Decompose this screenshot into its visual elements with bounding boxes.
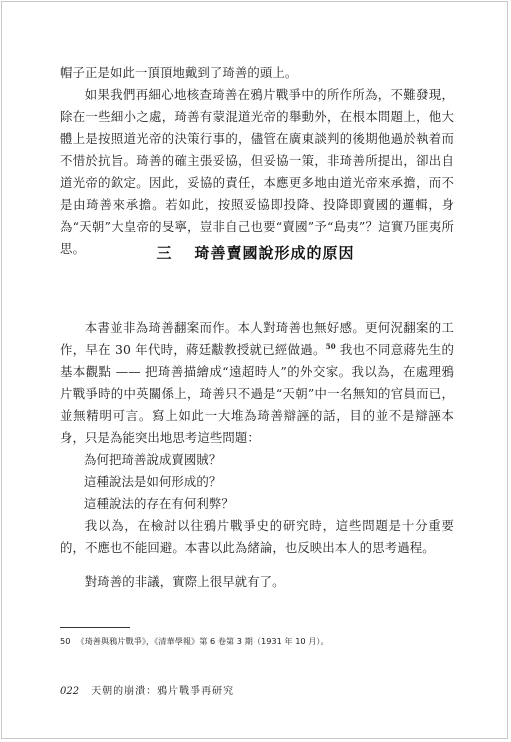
paragraph-not-revision [60, 317, 454, 449]
footnote-reference[interactable]: 50 [325, 341, 336, 351]
question-item: 這種說法是如何形成的？ [84, 474, 222, 489]
footnote-number: 50 [60, 636, 71, 646]
footnote-text: 《琦善與鴉片戰爭》，《清華學報》第 6 卷第 3 期（1931 年 10 月）。 [76, 636, 329, 646]
paragraph-text-part2: 我也不同意蔣先生的基本觀點 —— 把琦善描繪成“遠超時人”的外交家。我以為，在處理鴉片戰爭時的中英關係上，琦善只不過是“天朝”中一名無知的官員而已，並無精明可言。寫上如此一大堆為琦善辯誣的話，目的並不是辯誣本身，只是為能突出地思考這些問題： [60, 342, 454, 445]
paragraph-continuation: 帽子正是如此一頂頂地戴到了琦善的頭上。 [60, 65, 298, 80]
page-footer [60, 682, 234, 697]
page-number: 022 [60, 686, 80, 697]
section-title: 琦善賣國說形成的原因 [194, 244, 355, 262]
middle-text-block [60, 317, 454, 593]
paragraph-criticism: 對琦善的非議，實際上很早就有了。 [84, 574, 285, 589]
question-item: 為何把琦善說成賣國賊？ [84, 452, 222, 467]
section-heading [0, 242, 511, 263]
footnote [60, 634, 454, 648]
running-title: 天朝的崩潰：鴉片戰爭再研究 [91, 686, 235, 697]
section-number: 三 [156, 244, 173, 262]
paragraph-text-part1: 本書並非為琦善翻案而作。本人對琦善也無好感。更何況翻案的工作，早在 30 年代時，蔣廷黻教授就已經做過。 [60, 320, 454, 357]
top-text-block [60, 62, 454, 260]
paragraph-daoguang: 如果我們再細心地核查琦善在鴉片戰爭中的所作所為，不難發現，除在一些細小之處，琦善有蒙混道光帝的舉動外，在根本問題上，他大體上是按照道光帝的決策行事的，儘管在廣東談判的後期他過於執着而不惜於抗旨。琦善的確主張妥協，但妥協一策，非琦善所提出，卻出自道光帝的欽定。因此，妥協的責任，本應更多地由道光帝來承擔，而不是由琦善來承擔。若如此，按照妥協即投降、投降即賣國的邏輯，身為“天朝”大皇帝的旻寧，豈非自己也要“賣國”予“島夷”？這實乃匪夷所思。 [60, 87, 454, 256]
question-item: 這種說法的存在有何利弊？ [84, 496, 234, 511]
paragraph-review: 我以為，在檢討以往鴉片戰爭史的研究時，這些問題是十分重要的，不應也不能回避。本書以此為緒論，也反映出本人的思考過程。 [60, 518, 454, 555]
footnote-divider [60, 627, 130, 628]
